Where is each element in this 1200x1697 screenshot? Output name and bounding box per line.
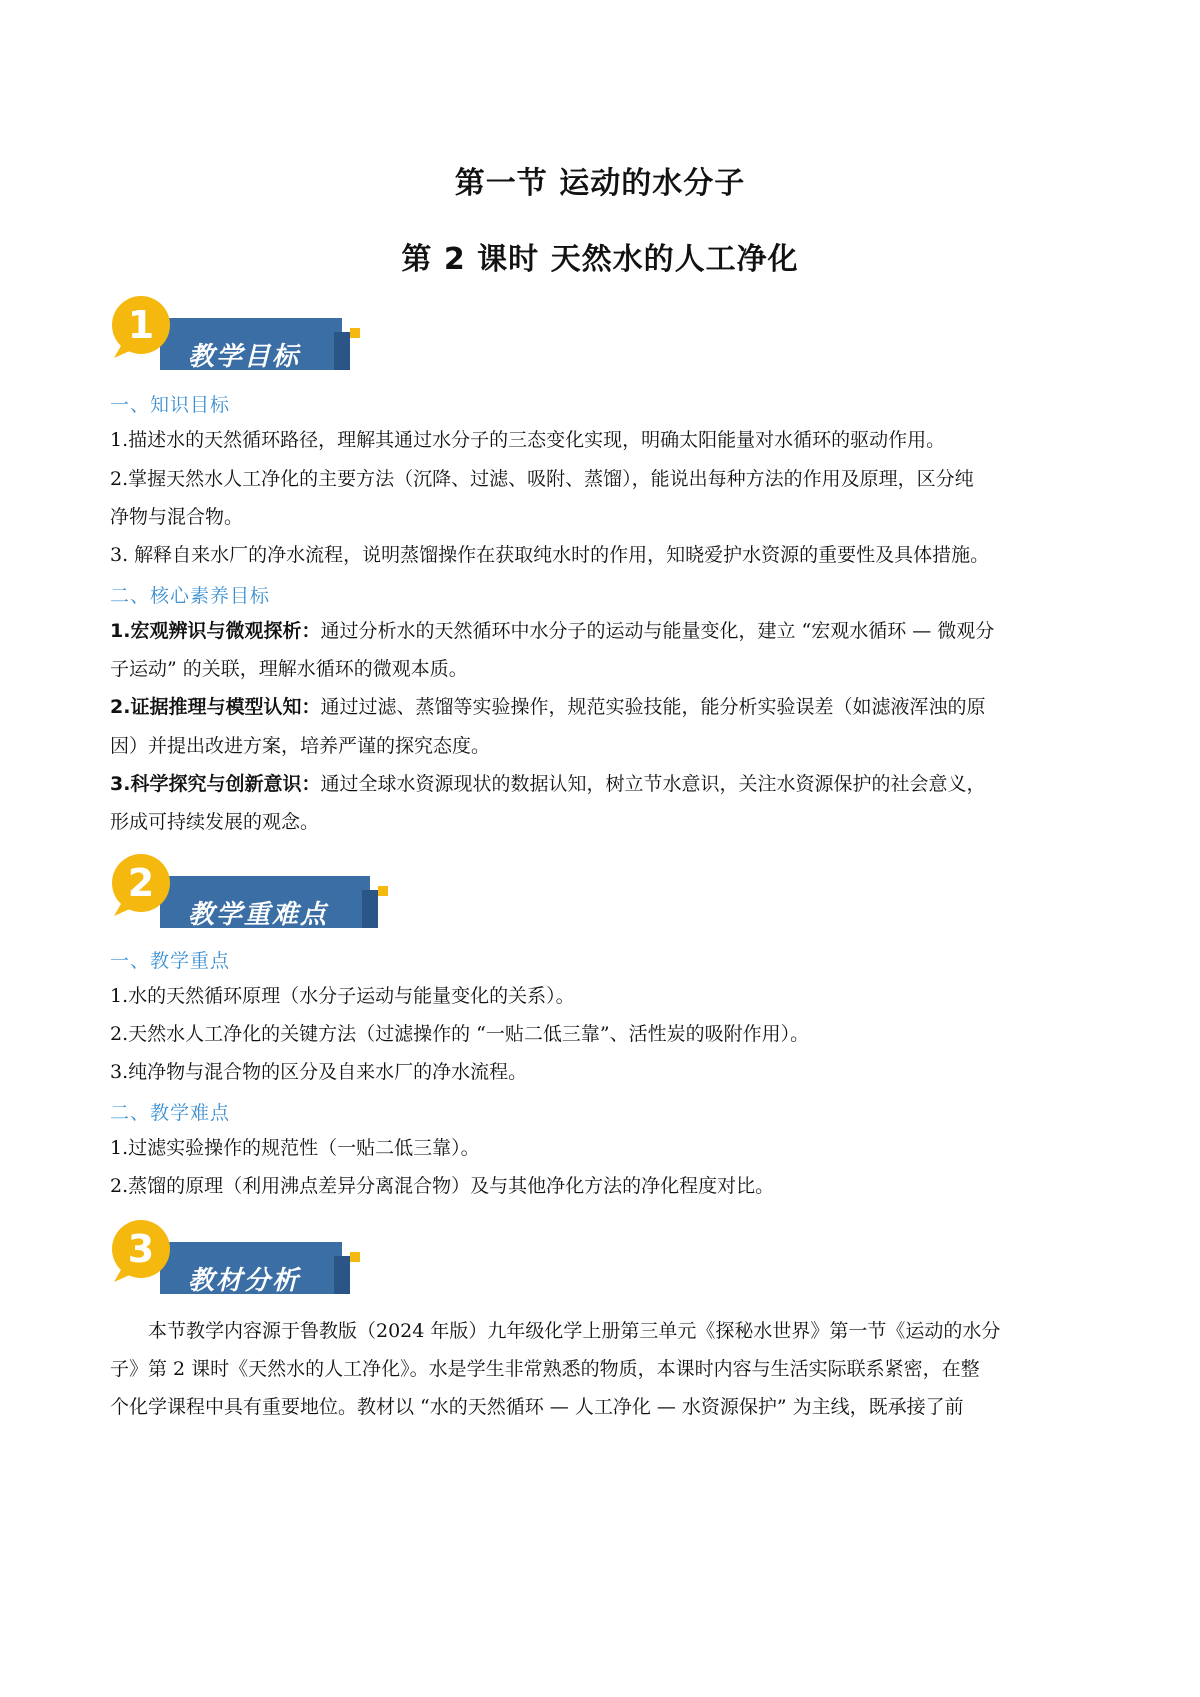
section-badge-2 xyxy=(110,850,410,946)
text-line: 2.天然水人工净化的关键方法（过滤操作的 “一贴二低三靠”、活性炭的吸附作用）。 xyxy=(110,1023,810,1045)
text-line: 3. 解释自来水厂的净水流程，说明蒸馏操作在获取纯水时的作用，知晓爱护水资源的重要性及具体措施。 xyxy=(110,544,990,566)
page-subtitle: 第 2 课时 天然水的人工净化 xyxy=(401,242,799,277)
text-line: 1.水的天然循环原理（水分子运动与能量变化的关系）。 xyxy=(110,985,575,1007)
section-badge-1 xyxy=(110,292,410,388)
heading-knowledge-goals: 一、知识目标 xyxy=(110,394,231,416)
section-badge-3 xyxy=(110,1216,410,1312)
item-text: 通过过滤、蒸馏等实验操作，规范实验技能，能分析实验误差（如滤液浑浊的原 xyxy=(320,696,986,718)
page-title: 第一节 运动的水分子 xyxy=(454,166,746,201)
item-text: 通过分析水的天然循环中水分子的运动与能量变化，建立 “宏观水循环 — 微观分 xyxy=(320,620,995,642)
heading-difficult-points: 二、教学难点 xyxy=(110,1102,231,1124)
badge-number: 3 xyxy=(127,1227,155,1271)
badge-label: 教学目标 xyxy=(188,342,301,372)
item-label: 3.科学探究与创新意识： xyxy=(110,773,321,795)
paragraph-line: 本节教学内容源于鲁教版（2024 年版）九年级化学上册第三单元《探秘水世界》第一节《运动的水分 xyxy=(148,1320,1001,1342)
text-line: 1.描述水的天然循环路径，理解其通过水分子的三态变化实现，明确太阳能量对水循环的驱动作用。 xyxy=(110,429,946,451)
item-label: 2.证据推理与模型认知： xyxy=(110,696,321,718)
heading-key-points: 一、教学重点 xyxy=(110,950,231,972)
heading-core-literacy: 二、核心素养目标 xyxy=(110,585,271,607)
text-line: 因）并提出改进方案，培养严谨的探究态度。 xyxy=(110,735,491,757)
text-line xyxy=(110,687,1100,728)
text-line: 2.掌握天然水人工净化的主要方法（沉降、过滤、吸附、蒸馏），能说出每种方法的作用及原理，区分纯 xyxy=(110,468,974,490)
paragraph-line: 个化学课程中具有重要地位。教材以 “水的天然循环 — 人工净化 — 水资源保护” 为主线，既承接了前 xyxy=(110,1396,964,1418)
text-line: 净物与混合物。 xyxy=(110,506,244,528)
text-line: 形成可持续发展的观念。 xyxy=(110,811,320,833)
item-label: 1.宏观辨识与微观探析： xyxy=(110,620,321,642)
text-line xyxy=(110,764,1100,805)
text-line: 3.纯净物与混合物的区分及自来水厂的净水流程。 xyxy=(110,1061,528,1083)
paragraph-line: 子》第 2 课时《天然水的人工净化》。水是学生非常熟悉的物质，本课时内容与生活实际联系紧密，在整 xyxy=(110,1358,980,1380)
text-line xyxy=(110,611,1100,652)
badge-label: 教学重难点 xyxy=(188,900,329,930)
text-line: 1.过滤实验操作的规范性（一贴二低三靠）。 xyxy=(110,1137,480,1159)
text-line: 子运动” 的关联，理解水循环的微观本质。 xyxy=(110,658,468,680)
badge-label: 教材分析 xyxy=(188,1266,301,1296)
text-line: 2.蒸馏的原理（利用沸点差异分离混合物）及与其他净化方法的净化程度对比。 xyxy=(110,1175,775,1197)
badge-number: 2 xyxy=(127,861,155,905)
badge-number: 1 xyxy=(127,303,155,347)
item-text: 通过全球水资源现状的数据认知，树立节水意识，关注水资源保护的社会意义， xyxy=(320,773,986,795)
